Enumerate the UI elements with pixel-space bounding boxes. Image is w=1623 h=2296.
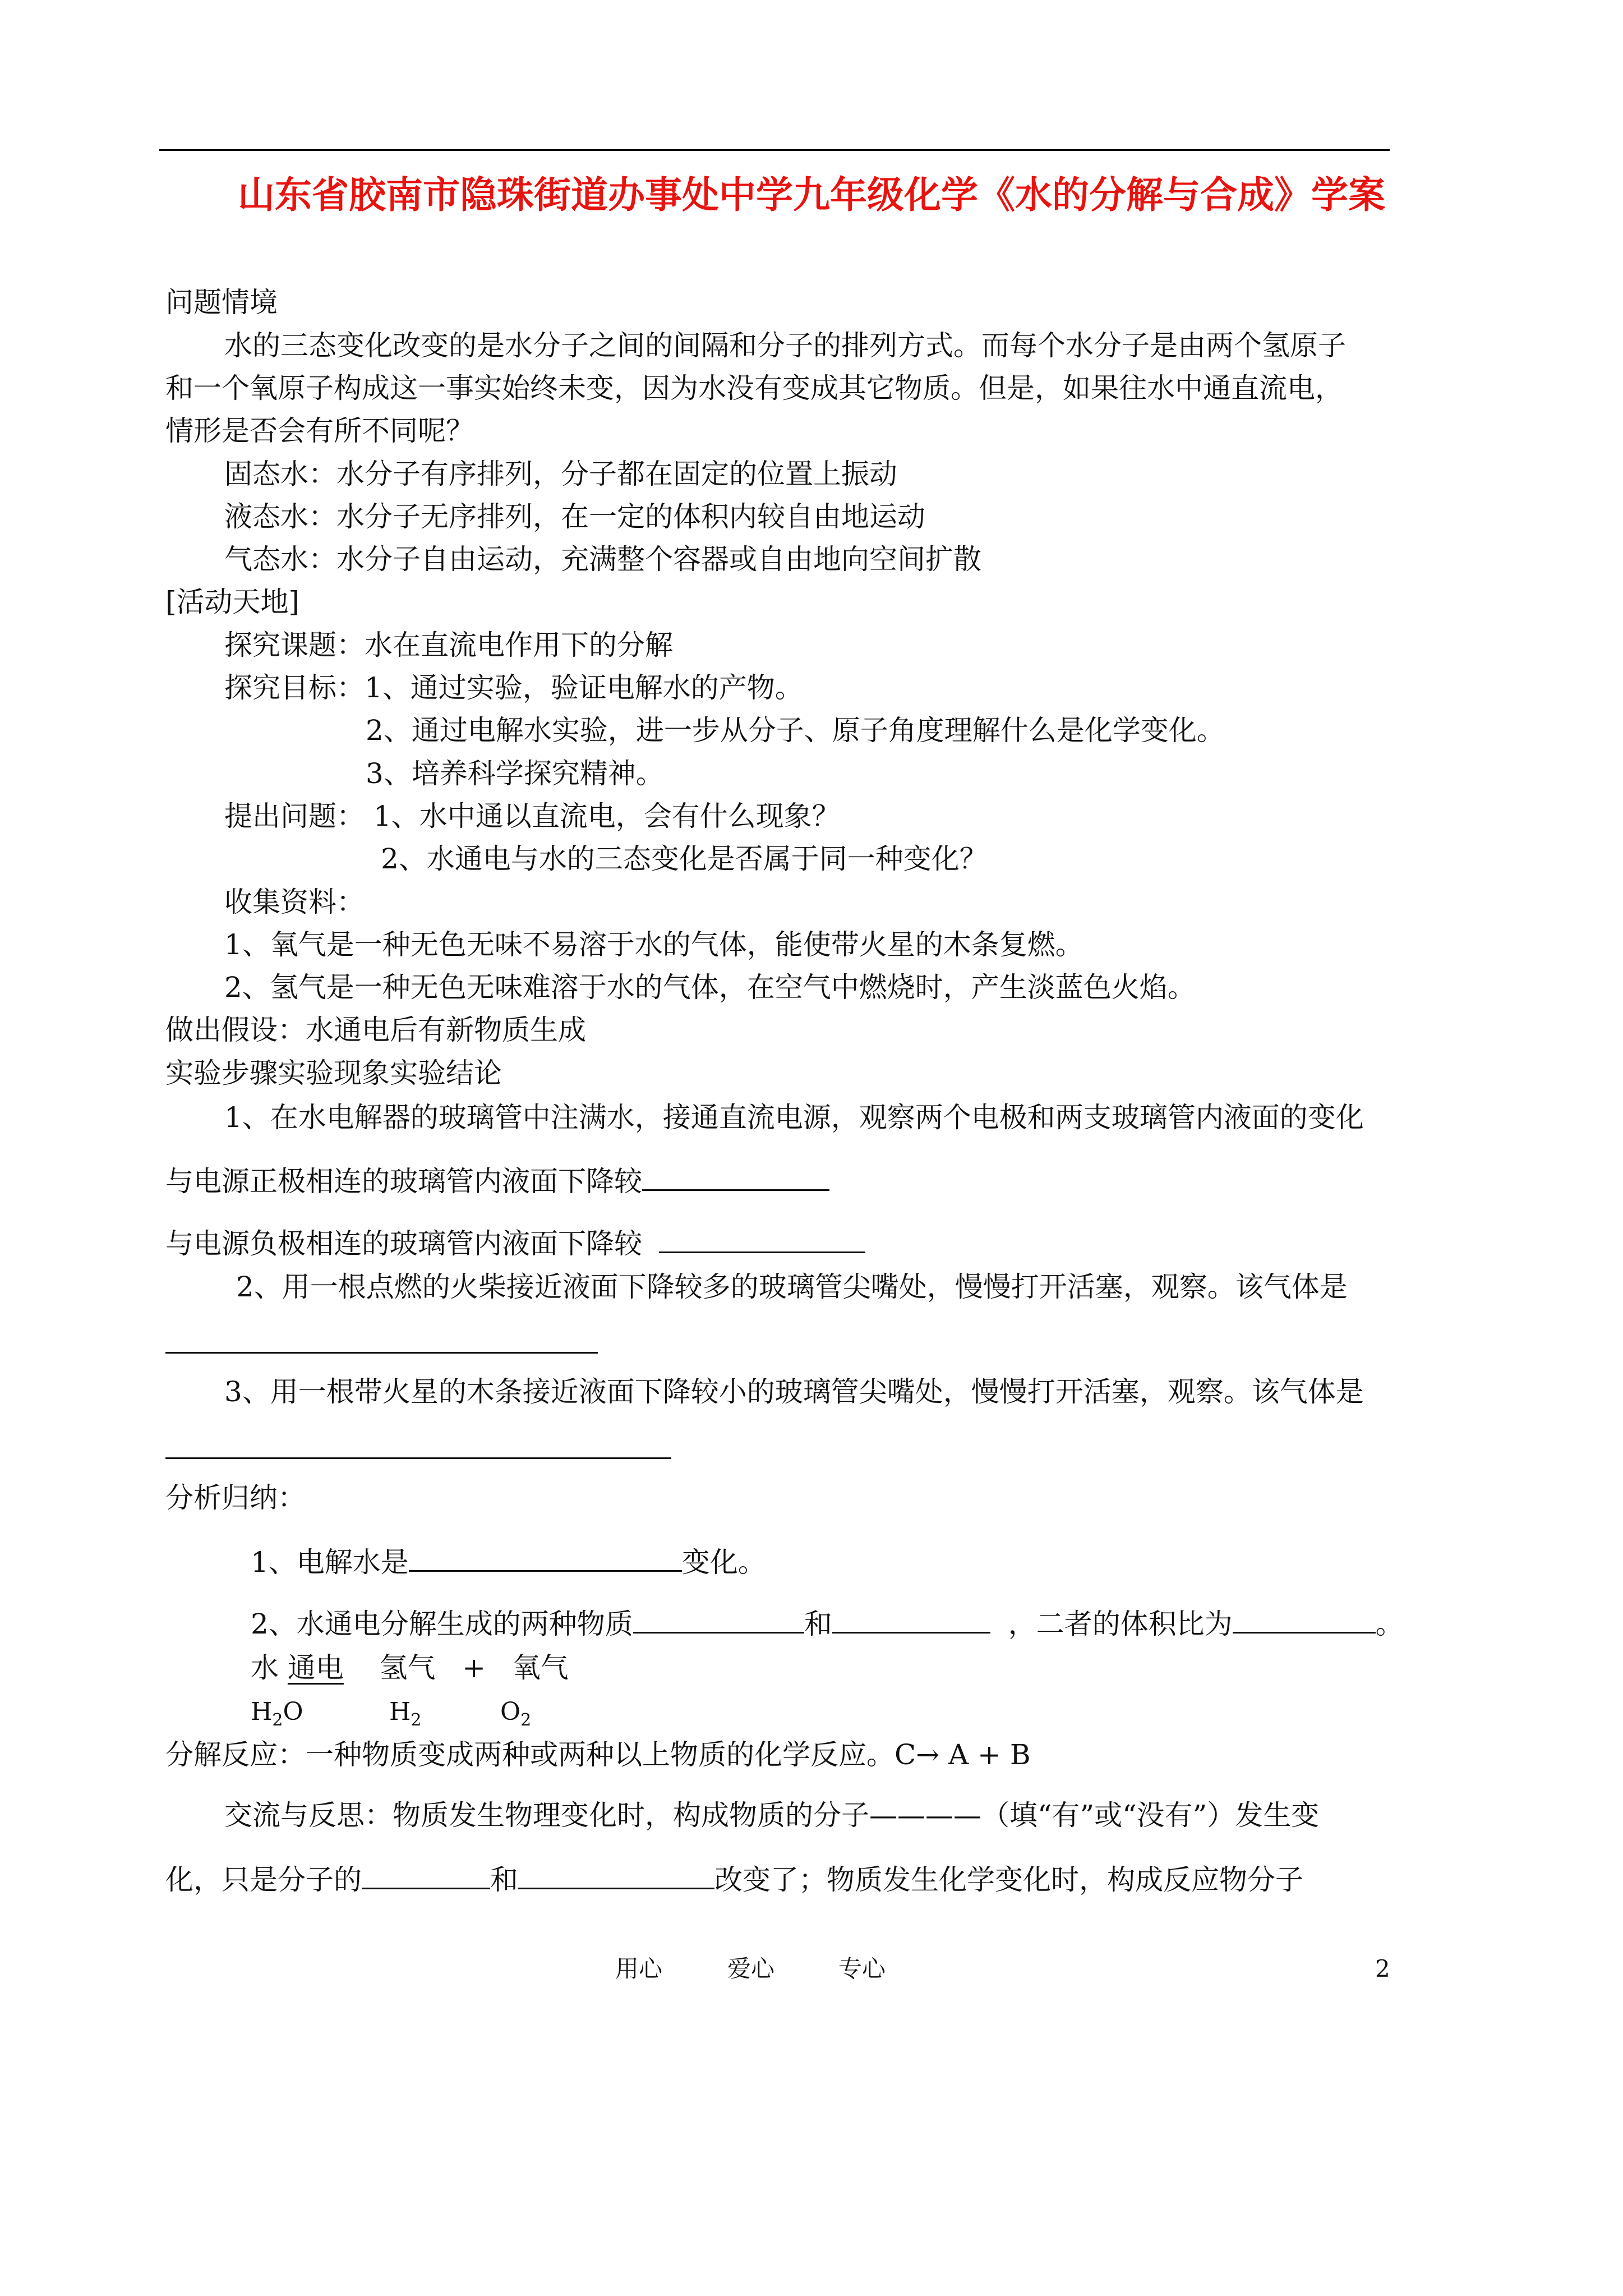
answer-blank[interactable] xyxy=(165,1429,671,1459)
chemical-formula-o2 xyxy=(500,1694,531,1738)
answer-blank[interactable] xyxy=(633,1604,804,1634)
step-2: 2、用一根点燃的火柴接近液面下降较多的玻璃管尖嘴处，慢慢打开活塞，观察。该气体是 xyxy=(236,1271,1348,1303)
decomposition-definition: 分解反应：一种物质变成两种或两种以上物质的化学反应。C→ A + B xyxy=(165,1738,1031,1771)
analysis-q2 xyxy=(251,1604,1404,1642)
solid-water-text: 固态水：水分子有序排列，分子都在固定的位置上振动 xyxy=(224,458,897,490)
reactant: 水 xyxy=(251,1651,279,1684)
negative-electrode-question xyxy=(165,1223,865,1262)
paragraph: 和一个氧原子构成这一事实始终未变，因为水没有变成其它物质。但是，如果往水中通直流电， xyxy=(165,372,1343,404)
question-label: 提出问题： xyxy=(224,800,365,832)
footer-motto: 爱心 xyxy=(727,1955,775,1982)
section-heading: 问题情境 xyxy=(165,286,278,319)
answer-blank[interactable] xyxy=(659,1223,865,1253)
reflection-line-2 xyxy=(165,1860,1303,1898)
research-goals xyxy=(224,670,803,706)
gas-water-text: 气态水：水分子自由运动，充满整个容器或自由地向空间扩散 xyxy=(224,543,981,576)
reflection-line-1: 交流与反思：物质发生物理变化时，构成物质的分子————（填“有”或“没有”）发生变 xyxy=(224,1799,1320,1832)
reaction-condition: 通电 xyxy=(287,1651,344,1684)
goal-label: 探究目标： xyxy=(224,671,365,704)
formula-subscript: 2 xyxy=(272,1710,283,1730)
answer-blank[interactable] xyxy=(518,1860,714,1889)
positive-electrode-question xyxy=(165,1161,829,1199)
question-text: ，二者的体积比为 xyxy=(1008,1608,1233,1640)
question-text: 和 xyxy=(804,1608,832,1640)
question-text: 。 xyxy=(1375,1608,1404,1640)
footer-motto: 专心 xyxy=(838,1955,886,1982)
page-title: 山东省胶南市隐珠街道办事处中学九年级化学《水的分解与合成》学案 xyxy=(238,173,1385,217)
table-header: 实验步骤实验现象实验结论 xyxy=(165,1057,502,1089)
paragraph: 水的三态变化改变的是水分子之间的间隔和分子的排列方式。而每个水分子是由两个氢原子 xyxy=(224,329,1346,362)
question-text: 1、电解水是 xyxy=(251,1546,409,1579)
paragraph: 情形是否会有所不同呢？ xyxy=(165,415,474,447)
formula-subscript: 2 xyxy=(411,1710,422,1730)
answer-blank[interactable] xyxy=(642,1161,829,1191)
info-item: 1、氧气是一种无色无味不易溶于水的气体，能使带火星的木条复燃。 xyxy=(224,928,1083,961)
product: 氧气 xyxy=(512,1651,569,1684)
question-text: 和 xyxy=(490,1864,518,1896)
formula-subscript: 2 xyxy=(520,1710,532,1730)
goal-item: 2、通过电解水实验，进一步从分子、原子角度理解什么是化学变化。 xyxy=(366,714,1225,747)
question-text: 与电源负极相连的玻璃管内液面下降较 xyxy=(165,1227,642,1260)
goal-item: 3、培养科学探究精神。 xyxy=(366,757,664,790)
step-3: 3、用一根带火星的木条接近液面下降较小的玻璃管尖嘴处，慢慢打开活塞，观察。该气体是 xyxy=(224,1375,1364,1408)
question-text: 2、水通电分解生成的两种物质 xyxy=(251,1608,633,1640)
page-number: 2 xyxy=(1375,1955,1390,1982)
word-equation xyxy=(251,1650,569,1686)
answer-blank[interactable] xyxy=(832,1604,990,1634)
question-text: 与电源正极相连的玻璃管内液面下降较 xyxy=(165,1165,642,1198)
question-item: 2、水通电与水的三态变化是否属于同一种变化？ xyxy=(381,843,988,875)
questions xyxy=(224,798,840,834)
chemical-formula-h2o xyxy=(251,1694,303,1738)
formula-text: H xyxy=(251,1697,273,1726)
step-3-answer xyxy=(165,1429,671,1467)
liquid-water-text: 液态水：水分子无序排列，在一定的体积内较自由地运动 xyxy=(224,500,925,533)
plus-sign: + xyxy=(462,1651,486,1684)
formula-text: O xyxy=(500,1697,521,1726)
chemical-formula-h2 xyxy=(389,1694,421,1738)
answer-blank[interactable] xyxy=(1233,1604,1376,1634)
footer-motto: 用心 xyxy=(615,1955,663,1982)
product: 氢气 xyxy=(379,1651,436,1684)
hypothesis: 做出假设：水通电后有新物质生成 xyxy=(165,1014,586,1046)
activity-heading: [活动天地] xyxy=(165,586,300,618)
formula-text: O xyxy=(283,1697,303,1726)
analysis-heading: 分析归纳： xyxy=(165,1481,306,1514)
question-item: 1、水中通以直流电，会有什么现象？ xyxy=(373,800,840,832)
collect-label: 收集资料： xyxy=(224,886,365,918)
analysis-q1 xyxy=(251,1542,766,1580)
answer-blank[interactable] xyxy=(362,1860,490,1889)
answer-blank[interactable] xyxy=(409,1542,682,1572)
header-rule xyxy=(159,149,1390,151)
goal-item: 1、通过实验，验证电解水的产物。 xyxy=(365,671,803,704)
question-text: 改变了；物质发生化学变化时，构成反应物分子 xyxy=(714,1864,1303,1896)
question-text: 变化。 xyxy=(681,1546,766,1579)
question-text: 化，只是分子的 xyxy=(165,1864,362,1896)
step-1: 1、在水电解器的玻璃管中注满水，接通直流电源，观察两个电极和两支玻璃管内液面的变化 xyxy=(224,1101,1364,1134)
step-2-answer xyxy=(165,1324,598,1362)
info-item: 2、氢气是一种无色无味难溶于水的气体，在空气中燃烧时，产生淡蓝色火焰。 xyxy=(224,971,1196,1004)
research-topic: 探究课题：水在直流电作用下的分解 xyxy=(224,629,673,661)
answer-blank[interactable] xyxy=(165,1324,598,1354)
formula-text: H xyxy=(389,1697,411,1726)
